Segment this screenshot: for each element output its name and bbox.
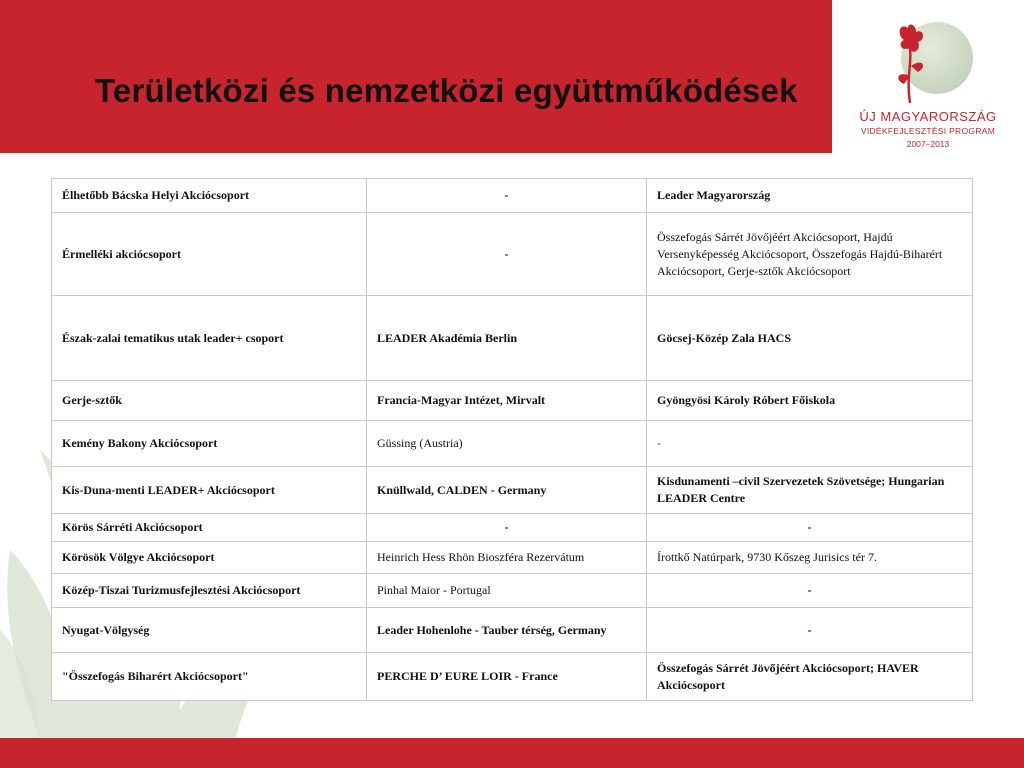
table-row [52,542,973,574]
logo-line1: ÚJ MAGYARORSZÁG [859,109,997,124]
table-cell: - [647,574,973,608]
table-cell: - [367,179,647,213]
logo-line2: VIDÉKFEJLESZTÉSI PROGRAM [860,126,996,136]
table-row [52,653,973,701]
page-title: Területközi és nemzetközi együttműködések [95,72,798,109]
table-row [52,179,973,213]
table-cell: Körösök Völgye Akciócsoport [52,542,367,574]
table-cell: - [647,608,973,653]
table-row [52,421,973,467]
table-cell: Kis-Duna-menti LEADER+ Akciócsoport [52,467,367,514]
table-row [52,467,973,514]
table-cell: Knüllwald, CALDEN - Germany [367,467,647,514]
table-cell: "Összefogás Biharért Akciócsoport" [52,653,367,701]
table-cell: Kisdunamenti –civil Szervezetek Szövetsége; Hungarian LEADER Centre [647,467,973,514]
table-row [52,574,973,608]
table-cell: Élhetőbb Bácska Helyi Akciócsoport [52,179,367,213]
table-cell: Francia-Magyar Intézet, Mirvalt [367,381,647,421]
cooperation-table [51,178,973,701]
table-cell: Közép-Tiszai Turizmusfejlesztési Akciócsoport [52,574,367,608]
program-logo [838,18,1018,158]
footer-band [0,738,1024,768]
table-cell: Írottkő Natúrpark, 9730 Kőszeg Jurisics tér 7. [647,542,973,574]
table-cell: - [367,514,647,542]
table-cell: Heinrich Hess Rhön Bioszféra Rezervátum [367,542,647,574]
table-cell: Észak-zalai tematikus utak leader+ csoport [52,296,367,381]
table-row [52,296,973,381]
table-row [52,608,973,653]
table-row [52,381,973,421]
table-cell: Göcsej-Közép Zala HACS [647,296,973,381]
table-cell: Kemény Bakony Akciócsoport [52,421,367,467]
table-cell: - [647,421,973,467]
table-cell: Gyöngyösi Károly Róbert Főiskola [647,381,973,421]
table-row [52,213,973,296]
logo-line3: 2007–2013 [906,139,950,149]
tulip-icon [888,18,948,108]
table-row [52,514,973,542]
table-cell: - [367,213,647,296]
table-cell: Leader Magyarország [647,179,973,213]
table-cell: Güssing (Austria) [367,421,647,467]
table-cell: - [647,514,973,542]
table-cell: LEADER Akadémia Berlin [367,296,647,381]
table-cell: Körös Sárréti Akciócsoport [52,514,367,542]
table-cell: Pinhal Maior - Portugal [367,574,647,608]
table-cell: Érmelléki akciócsoport [52,213,367,296]
table-cell: Összefogás Sárrét Jövőjéért Akciócsoport; HAVER Akciócsoport [647,653,973,701]
table-cell: Gerje-sztők [52,381,367,421]
table-cell: Leader Hohenlohe - Tauber térség, Germany [367,608,647,653]
table-cell: Összefogás Sárrét Jövőjéért Akciócsoport, Hajdú Versenyképesség Akciócsoport, Összefogás Hajdú-Biharért Akciócsoport, Gerje-sztők Akciócsoport [647,213,973,296]
table-cell: PERCHE D’ EURE LOIR - France [367,653,647,701]
table-cell: Nyugat-Völgység [52,608,367,653]
